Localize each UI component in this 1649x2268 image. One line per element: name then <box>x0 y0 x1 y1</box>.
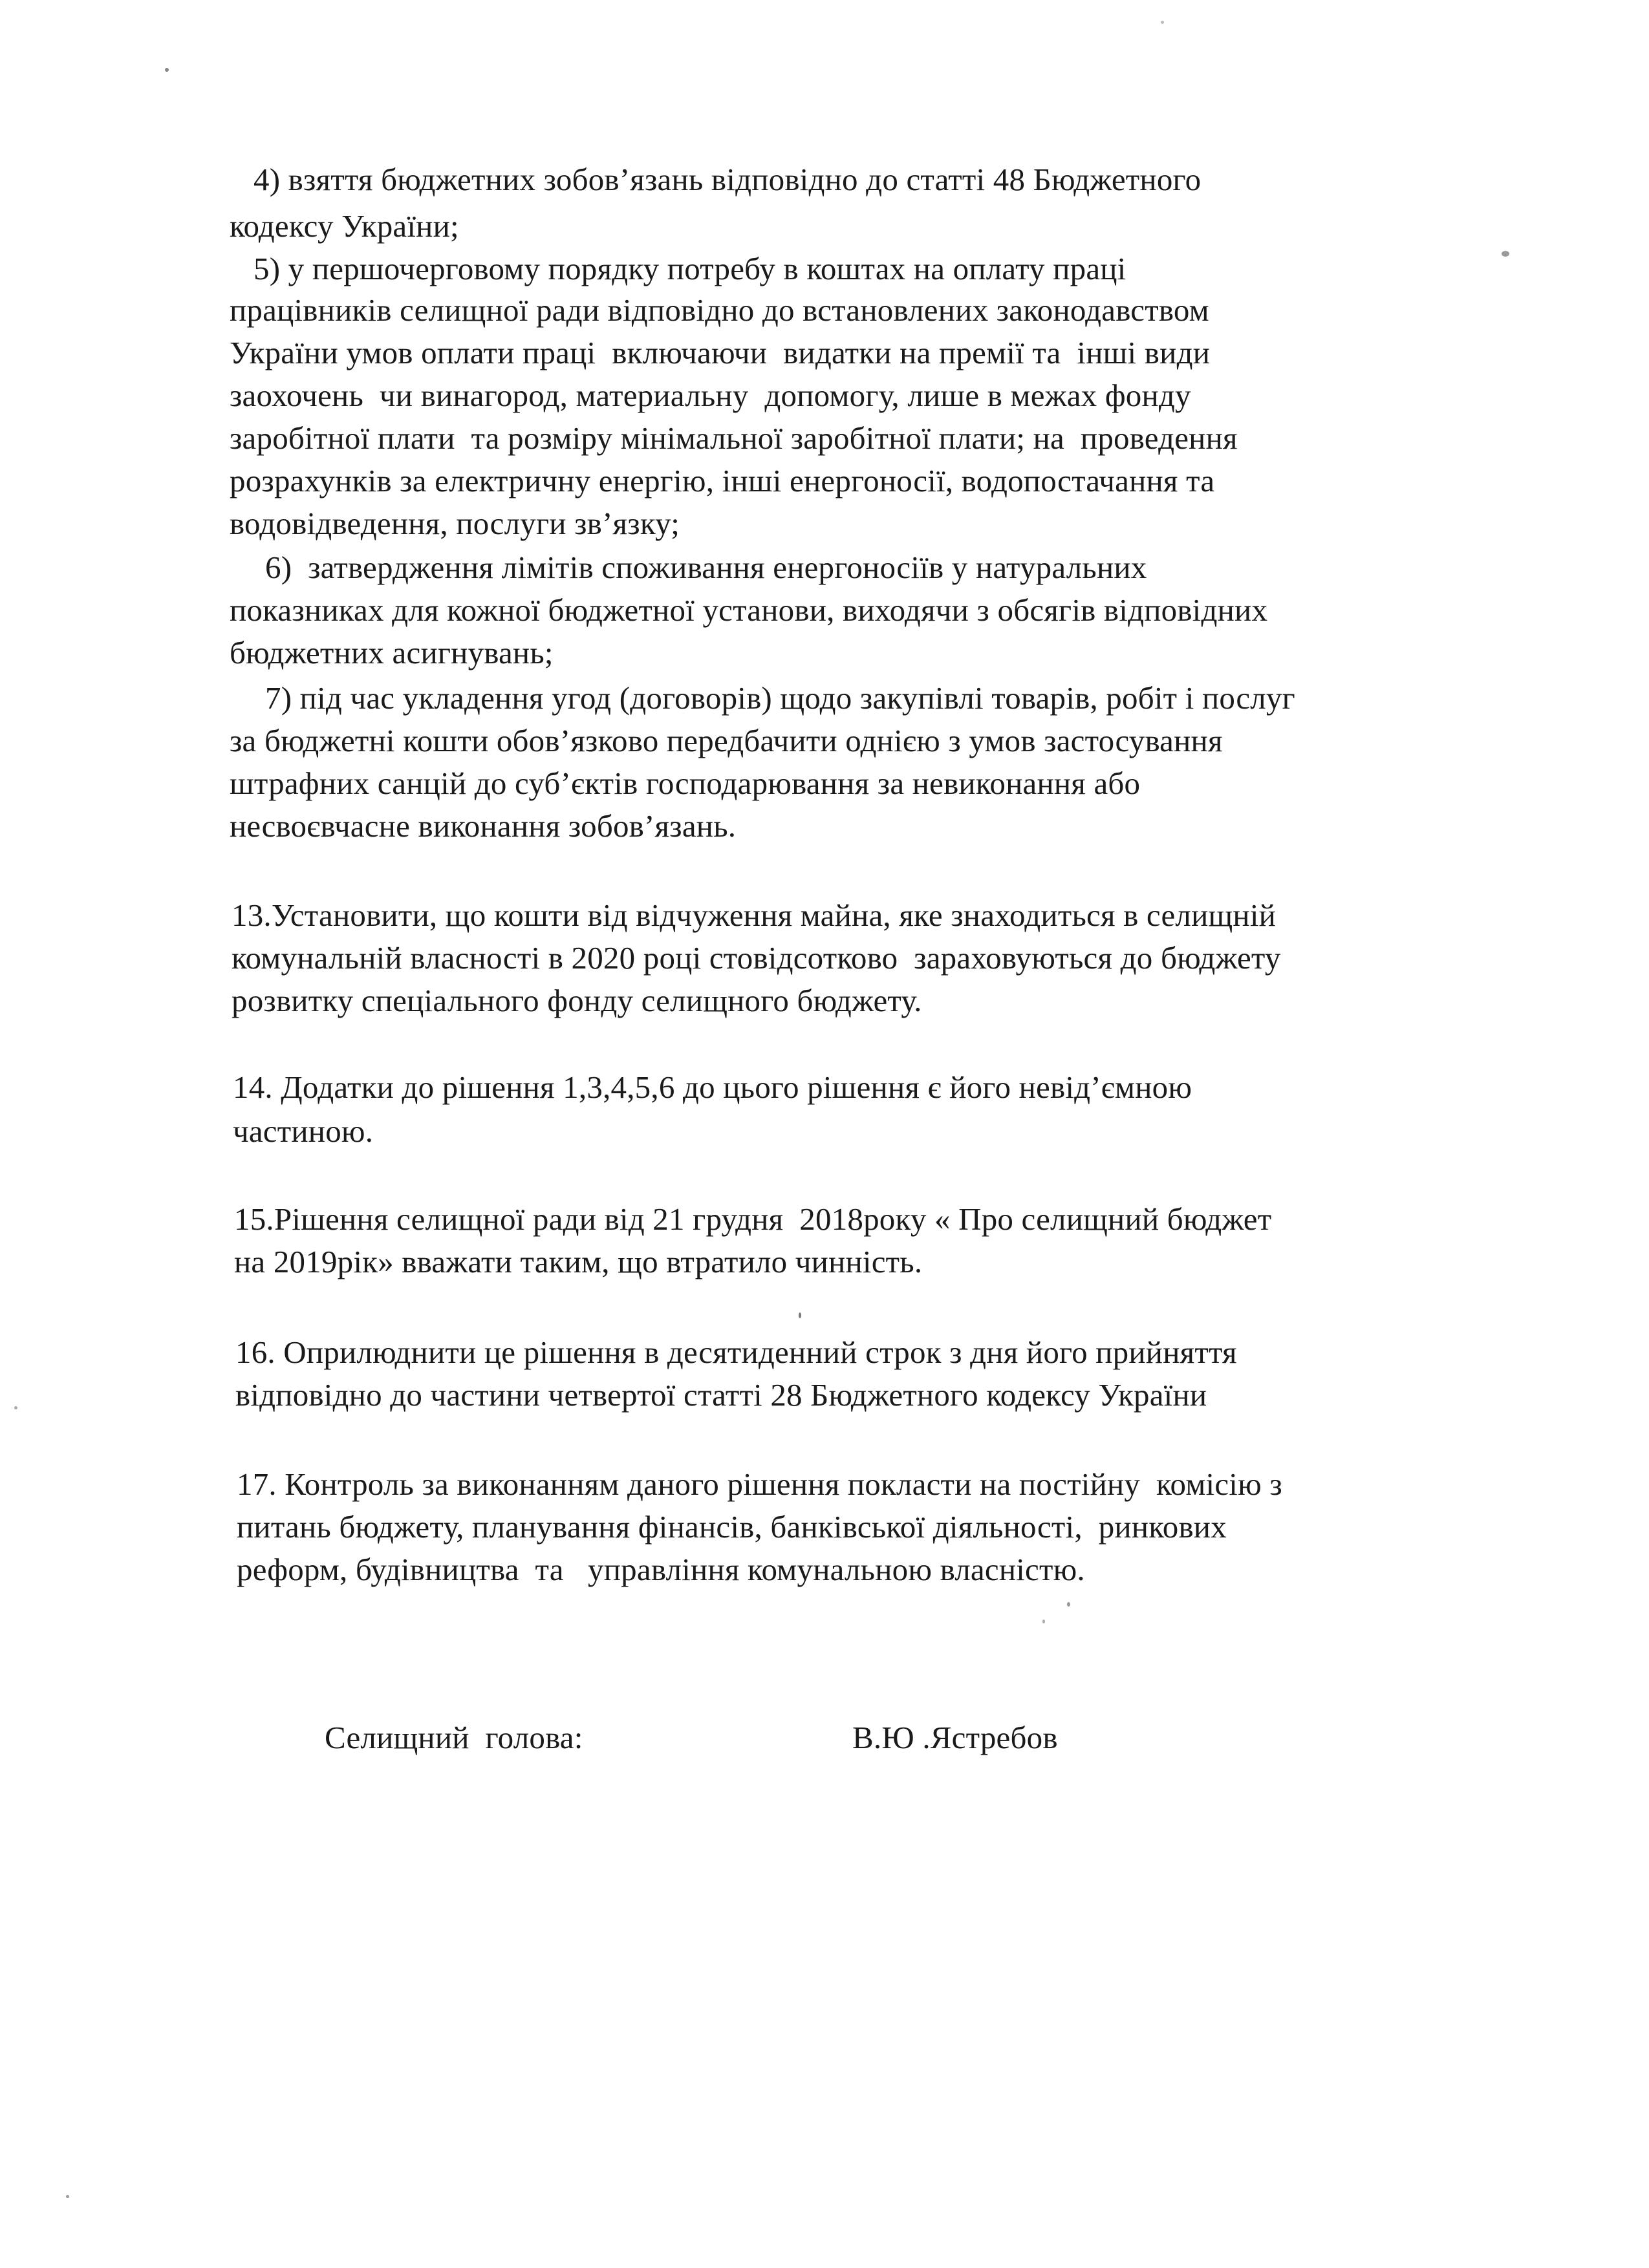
text-line: 5) у першочерговому порядку потребу в коштах на оплату праці <box>253 251 1126 286</box>
text-line: працівників селищної ради відповідно до встановлених законодавством <box>230 292 1209 328</box>
text-line: несвоєвчасне виконання зобов’язань. <box>230 808 737 844</box>
scan-speck <box>799 1312 801 1318</box>
text-line: за бюджетні кошти обов’язково передбачити однією з умов застосування <box>230 723 1223 758</box>
text-line: бюджетних асигнувань; <box>230 635 554 670</box>
scan-speck <box>165 68 169 72</box>
text-line: комунальній власності в 2020 році стовідсотково зараховуються до бюджету <box>232 940 1281 976</box>
text-line: 4) взяття бюджетних зобов’язань відповідно до статті 48 Бюджетного <box>253 162 1202 197</box>
scan-speck <box>1161 21 1164 24</box>
scan-speck <box>66 2195 69 2198</box>
signatory-name: В.Ю .Ястребов <box>852 1720 1058 1755</box>
scan-speck <box>14 1406 17 1409</box>
signatory-title: Селищний голова: <box>325 1720 583 1755</box>
text-line: показниках для кожної бюджетної установи, виходячи з обсягів відповідних <box>230 592 1268 628</box>
scan-speck <box>1067 1602 1070 1607</box>
text-line: 17. Контроль за виконанням даного рішення покласти на постійну комісію з <box>237 1466 1282 1502</box>
text-line: штрафних санцій до суб’єктів господарювання за невиконання або <box>230 765 1141 801</box>
scan-speck <box>1502 251 1509 257</box>
scan-speck <box>1042 1620 1045 1623</box>
text-line: розвитку спеціального фонду селищного бюджету. <box>232 983 922 1018</box>
text-line: реформ, будівництва та управління комунальною власністю. <box>237 1552 1085 1587</box>
text-line: заохочень чи винагород, материальну допомогу, лише в межах фонду <box>230 378 1191 413</box>
text-line: 6) затвердження лімітів споживання енергоносіїв у натуральних <box>265 550 1147 585</box>
text-line: питань бюджету, планування фінансів, банківської діяльності, ринкових <box>237 1509 1227 1545</box>
text-line: 16. Оприлюднити це рішення в десятиденний строк з дня його прийняття <box>235 1334 1237 1370</box>
text-line: України умов оплати праці включаючи видатки на премії та інші види <box>230 335 1211 370</box>
text-line: 13.Установити, що кошти від відчуження майна, яке знаходиться в селищній <box>232 897 1277 933</box>
text-line: розрахунків за електричну енергію, інші енергоносії, водопостачання та <box>230 463 1215 498</box>
text-line: 7) під час укладення угод (договорів) щодо закупівлі товарів, робіт і послуг <box>265 680 1295 716</box>
text-line: 14. Додатки до рішення 1,3,4,5,6 до цього рішення є його невід’ємною <box>233 1069 1192 1105</box>
text-line: заробітної плати та розміру мінімальної заробітної плати; на проведення <box>230 420 1238 456</box>
text-line: водовідведення, послуги зв’язку; <box>230 506 680 541</box>
text-line: відповідно до частини четвертої статті 28 Бюджетного кодексу України <box>235 1377 1207 1413</box>
text-line: кодексу України; <box>230 208 459 244</box>
text-line: на 2019рік» вважати таким, що втратило чинність. <box>234 1244 923 1279</box>
text-line: 15.Рішення селищної ради від 21 грудня 2018року « Про селищний бюджет <box>234 1201 1272 1237</box>
text-line: частиною. <box>233 1113 374 1149</box>
